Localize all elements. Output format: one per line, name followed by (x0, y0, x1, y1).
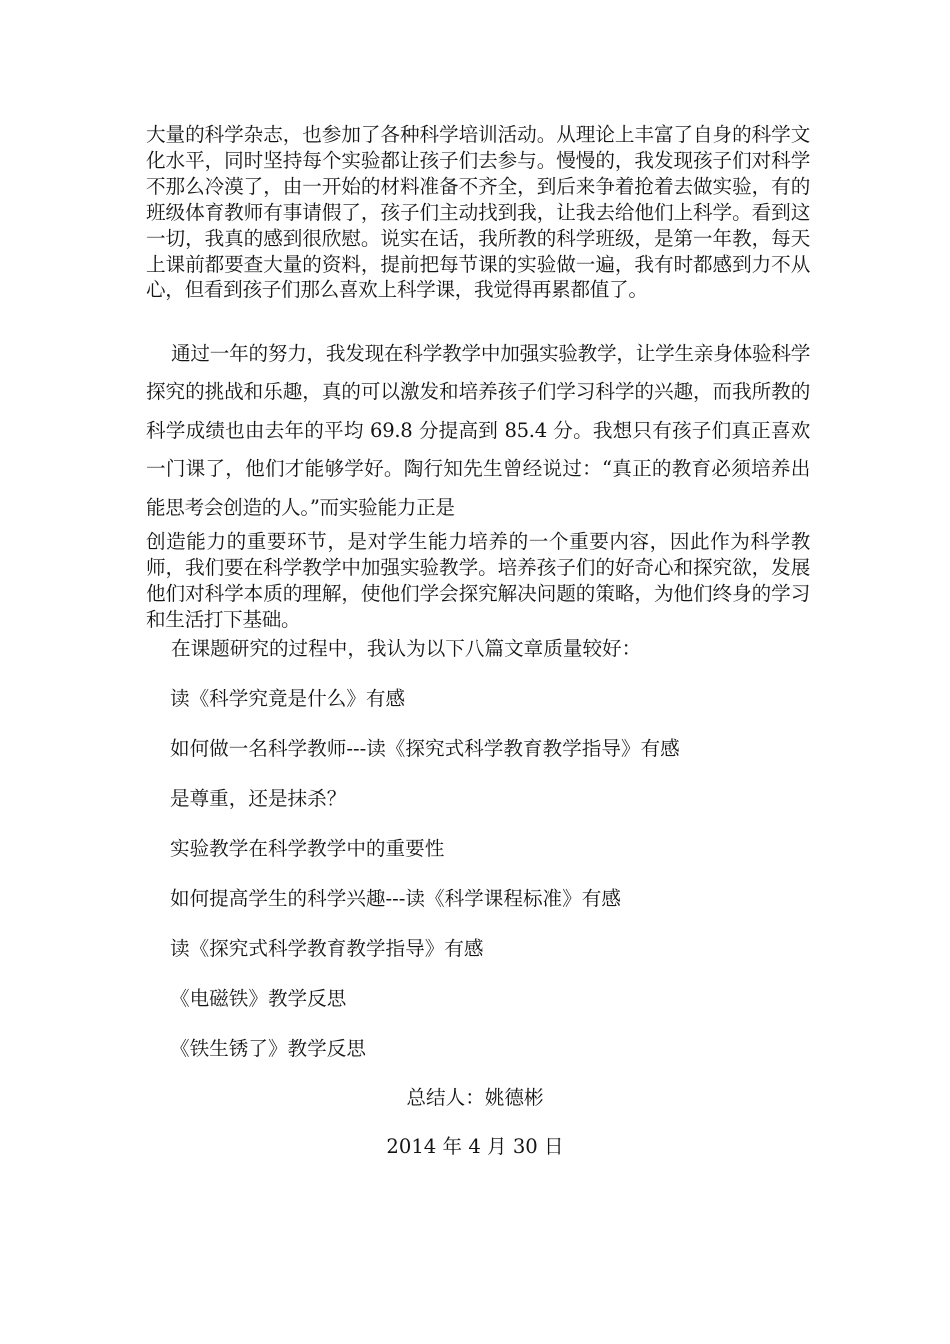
date-line: 2014 年 4 月 30 日 (386, 1135, 564, 1158)
article-list-item: 《电磁铁》教学反思 (170, 987, 347, 1010)
body-paragraph-2 (146, 335, 810, 633)
article-list-item: 如何提高学生的科学兴趣---读《科学课程标准》有感 (170, 887, 621, 910)
body-paragraph-2-part-2: 创造能力的重要环节，是对学生能力培养的一个重要内容，因此作为科学教师，我们要在科学教学中加强实验教学。培养孩子们的好奇心和探究欲，发展他们对科学本质的理解，使他们学会探究解决问题的策略，为他们终身的学习和生活打下基础。 (146, 530, 810, 631)
article-list-item: 是尊重，还是抹杀？ (170, 787, 347, 810)
article-list-item: 读《科学究竟是什么》有感 (170, 687, 406, 710)
article-list-item: 实验教学在科学教学中的重要性 (170, 837, 445, 860)
article-list-item: 读《探究式科学教育教学指导》有感 (170, 937, 484, 960)
article-list-intro: 在课题研究的过程中，我认为以下八篇文章质量较好： (171, 637, 642, 660)
article-list-item: 如何做一名科学教师---读《探究式科学教育教学指导》有感 (170, 737, 680, 760)
author-signature: 总结人：姚德彬 (406, 1086, 544, 1109)
body-paragraph-2-part-1: 通过一年的努力，我发现在科学教学中加强实验教学，让学生亲身体验科学探究的挑战和乐趣，真的可以激发和培养孩子们学习科学的兴趣，而我所教的科学成绩也由去年的平均 69.8 分提高到 85.4 分。我想只有孩子们真正喜欢一门课了，他们才能够学好。陶行知先生曾经说过：“真正的教育必须培养出能思考会创造的人。”而实验能力正是 (146, 342, 810, 519)
article-list-item: 《铁生锈了》教学反思 (170, 1037, 366, 1060)
body-paragraph-1: 大量的科学杂志，也参加了各种科学培训活动。从理论上丰富了自身的科学文化水平，同时坚持每个实验都让孩子们去参与。慢慢的，我发现孩子们对科学不那么冷漠了，由一开始的材料准备不齐全，到后来争着抢着去做实验，有的班级体育教师有事请假了，孩子们主动找到我，让我去给他们上科学。看到这一切，我真的感到很欣慰。说实在话，我所教的科学班级，是第一年教，每天上课前都要查大量的资料，提前把每节课的实验做一遍，我有时都感到力不从心，但看到孩子们那么喜欢上科学课，我觉得再累都值了。 (146, 123, 810, 302)
